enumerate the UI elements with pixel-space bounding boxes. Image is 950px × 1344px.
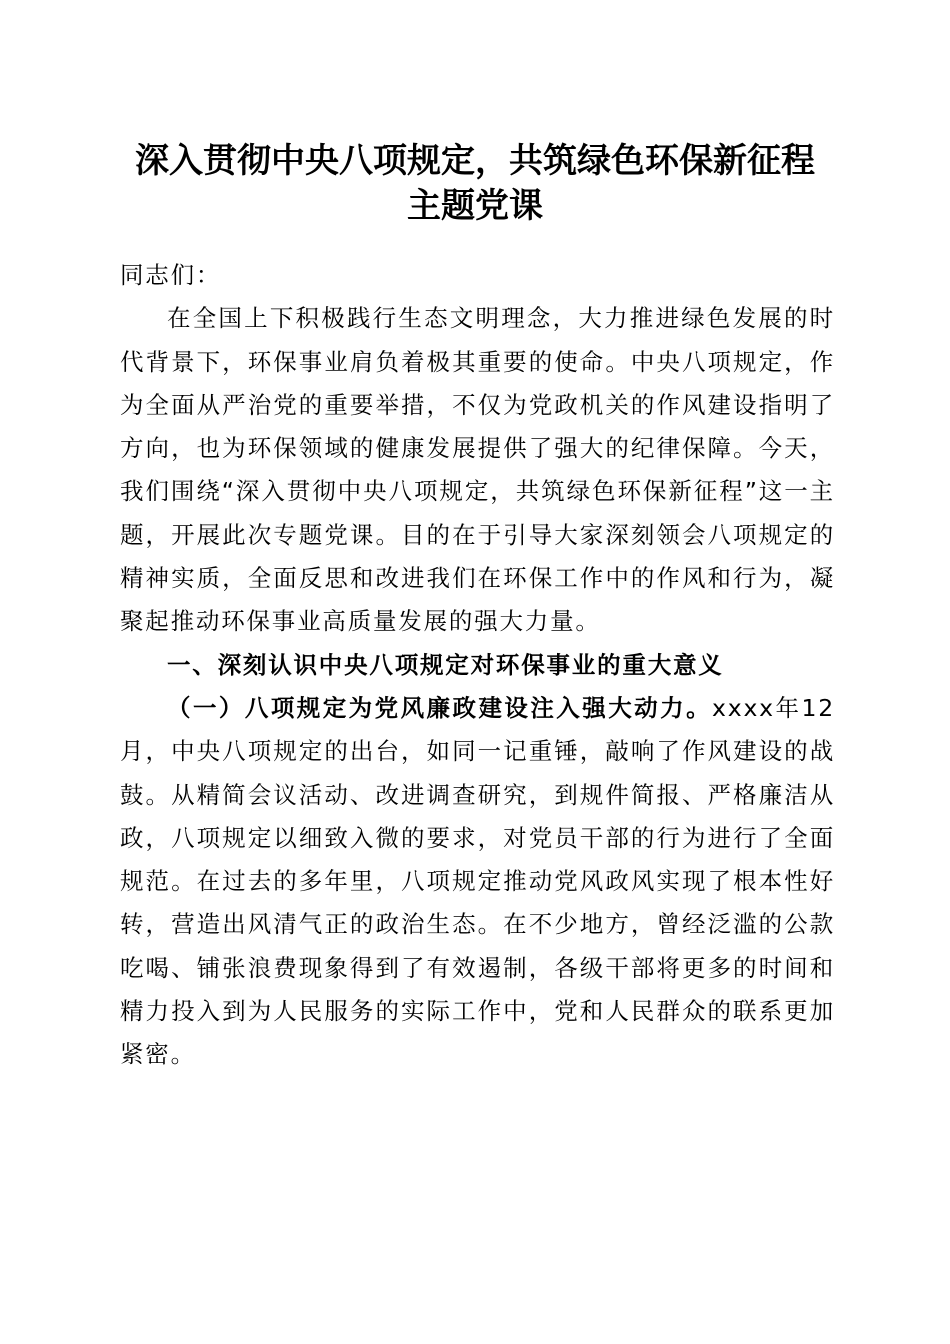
subsection-body: xxxx年12月，中央八项规定的出台，如同一记重锤，敲响了作风建设的战鼓。从精简会议活动、改进调查研究，到规件简报、严格廉洁从政，八项规定以细致入微的要求，对党员干部的行为进行了全面规范。在过去的多年里，八项规定推动党风政风实现了根本性好转，营造出风清气正的政治生态。在不少地方，曾经泛滥的公款吃喝、铺张浪费现象得到了有效遏制，各级干部将更多的时间和精力投入到为人民服务的实际工作中，党和人民群众的联系更加紧密。 [120, 693, 835, 1069]
intro-paragraph: 在全国上下积极践行生态文明理念，大力推进绿色发展的时代背景下，环保事业肩负着极其重要的使命。中央八项规定，作为全面从严治党的重要举措，不仅为党政机关的作风建设指明了方向，也为环保领域的健康发展提供了强大的纪律保障。今天，我们围绕“深入贯彻中央八项规定，共筑绿色环保新征程”这一主题，开展此次专题党课。目的在于引导大家深刻领会八项规定的精神实质，全面反思和改进我们在环保工作中的作风和行为，凝聚起推动环保事业高质量发展的强大力量。 [120, 304, 835, 636]
section-1-heading: 一、深刻认识中央八项规定对环保事业的重大意义 [167, 650, 724, 679]
document-title-line-1: 深入贯彻中央八项规定，共筑绿色环保新征程 [135, 141, 815, 181]
subsection-title: （一）八项规定为党风廉政建设注入强大动力。 [167, 693, 713, 722]
section-1-paragraph-1 [120, 687, 835, 1077]
greeting: 同志们： [120, 261, 222, 289]
document-body [120, 250, 835, 1077]
document-title-line-2: 主题党课 [407, 186, 543, 226]
